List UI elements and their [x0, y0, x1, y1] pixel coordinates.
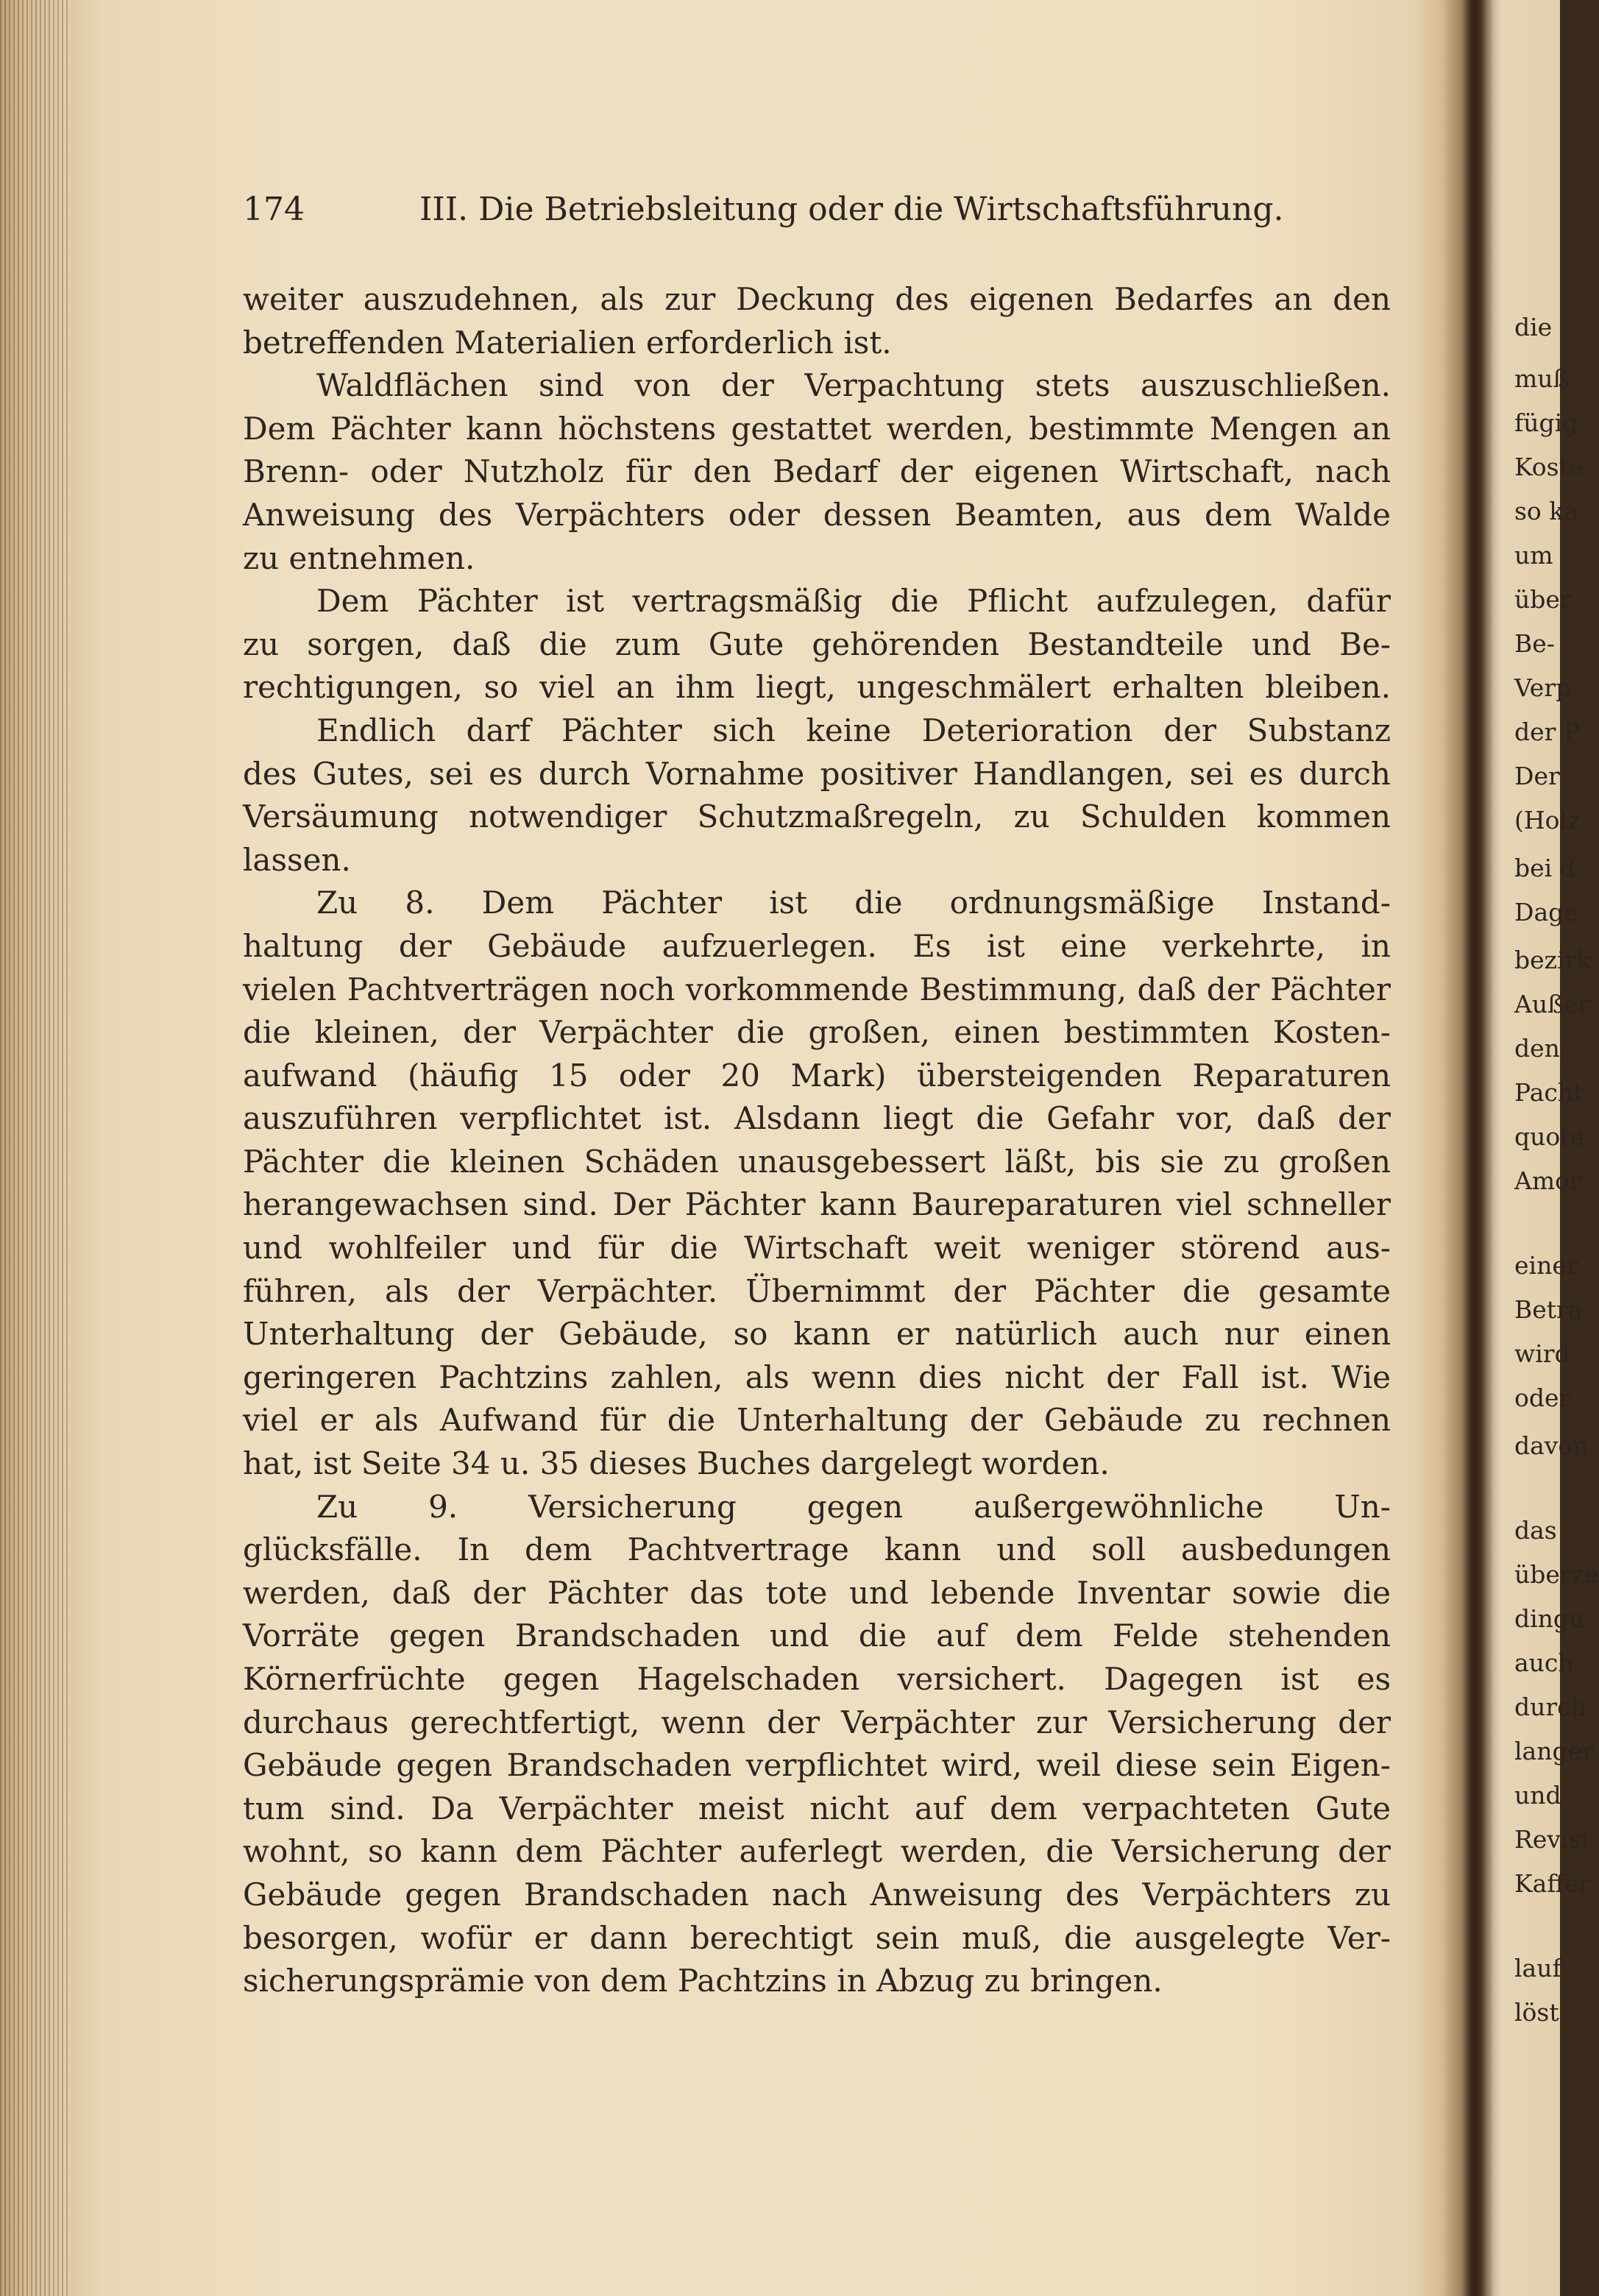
facing-word: dingu — [1514, 1604, 1585, 1633]
book-gutter — [1442, 0, 1501, 2296]
text-line: glücksfälle. In dem Pachtvertrage kann und soll ausbedungen — [243, 1531, 1391, 1568]
facing-word: Be- — [1514, 629, 1555, 658]
text-line: Waldflächen sind von der Verpachtung stets auszuschließen. — [316, 367, 1391, 404]
text-line: haltung der Gebäude aufzuerlegen. Es ist eine verkehrte, in — [243, 927, 1391, 964]
text-line: viel er als Aufwand für die Unterhaltung der Gebäude zu rechnen — [243, 1402, 1391, 1439]
facing-word: überze — [1514, 1560, 1599, 1589]
text-line: hat, ist Seite 34 u. 35 dieses Buches dargelegt worden. — [243, 1445, 1110, 1482]
facing-word: das — [1514, 1516, 1557, 1545]
text-line: zu sorgen, daß die zum Gute gehörenden Bestandteile und Be- — [243, 626, 1391, 662]
facing-word: bei d — [1514, 854, 1575, 882]
facing-word: fügig — [1514, 408, 1578, 437]
facing-word: Amor — [1514, 1166, 1581, 1195]
text-line: rechtigungen, so viel an ihm liegt, ungeschmälert erhalten bleiben. — [243, 669, 1391, 706]
facing-word: über — [1514, 585, 1572, 614]
facing-word: quote — [1514, 1122, 1585, 1151]
facing-word: Dage — [1514, 898, 1578, 926]
facing-word: den — [1514, 1034, 1560, 1063]
text-line: Anweisung des Verpächters oder dessen Beamten, aus dem Walde — [243, 496, 1391, 533]
text-line: Versäumung notwendiger Schutzmaßregeln, zu Schulden kommen — [243, 798, 1391, 835]
running-title: III. Die Betriebsleitung oder die Wirtschaftsführung. — [419, 191, 1284, 228]
text-line: Körnerfrüchte gegen Hagelschaden versichert. Dagegen ist es — [243, 1661, 1391, 1697]
text-line: werden, daß der Pächter das tote und lebende Inventar sowie die — [243, 1574, 1391, 1611]
text-line: Pächter die kleinen Schäden unausgebessert läßt, bis sie zu großen — [243, 1143, 1391, 1180]
facing-word: auch — [1514, 1648, 1574, 1677]
facing-word: muß — [1514, 364, 1570, 393]
text-line: lassen. — [243, 841, 351, 878]
facing-word: Außer — [1514, 990, 1590, 1018]
text-line: zu entnehmen. — [243, 539, 475, 576]
text-line: Zu 9. Versicherung gegen außergewöhnliche Un- — [316, 1488, 1391, 1525]
facing-word: langer — [1514, 1737, 1594, 1765]
text-line: betreffenden Materialien erforderlich ist. — [243, 324, 892, 361]
text-line: Dem Pächter ist vertragsmäßig die Pflicht aufzulegen, dafür — [316, 583, 1391, 620]
facing-word: durch — [1514, 1693, 1586, 1721]
text-line: Zu 8. Dem Pächter ist die ordnungsmäßige Instand- — [316, 885, 1391, 921]
text-line: Vorräte gegen Brandschaden und die auf dem Felde stehenden — [243, 1618, 1391, 1654]
facing-word: der P — [1514, 718, 1581, 746]
text-line: geringeren Pachtzins zahlen, als wenn dies nicht der Fall ist. Wie — [243, 1358, 1391, 1395]
facing-word: Verp — [1514, 673, 1572, 702]
text-line: Gebäude gegen Brandschaden nach Anweisung des Verpächters zu — [243, 1876, 1391, 1913]
text-line: besorgen, wofür er dann berechtigt sein muß, die ausgelegte Ver- — [243, 1919, 1391, 1956]
text-line: tum sind. Da Verpächter meist nicht auf dem verpachteten Gute — [243, 1790, 1391, 1826]
facing-word: lauf — [1514, 1954, 1561, 1983]
text-line: führen, als der Verpächter. Übernimmt der Pächter die gesamte — [243, 1272, 1391, 1309]
page-number: 174 — [243, 191, 305, 228]
facing-word: so ka — [1514, 497, 1578, 525]
text-line: vielen Pachtverträgen noch vorkommende Bestimmung, daß der Pächter — [243, 971, 1391, 1007]
text-line: durchaus gerechtfertigt, wenn der Verpächter zur Versicherung der — [243, 1704, 1391, 1740]
text-line: weiter auszudehnen, als zur Deckung des eigenen Bedarfes an den — [243, 281, 1391, 317]
text-line: auszuführen verpflichtet ist. Alsdann liegt die Gefahr vor, daß der — [243, 1100, 1391, 1137]
running-head — [243, 184, 1391, 235]
facing-word: Koste — [1514, 453, 1584, 481]
facing-word: um — [1514, 541, 1553, 570]
page-stack-edge — [0, 0, 70, 2296]
text-line: Dem Pächter kann höchstens gestattet werden, bestimmte Mengen an — [243, 410, 1391, 447]
text-line: die kleinen, der Verpächter die großen, einen bestimmten Kosten- — [243, 1014, 1391, 1051]
facing-word: (Holz — [1514, 806, 1581, 835]
left-page — [243, 184, 1391, 2097]
facing-word: Kaffer — [1514, 1869, 1591, 1898]
facing-word: Pacht — [1514, 1078, 1584, 1107]
facing-word: Revisi — [1514, 1825, 1589, 1854]
body-text — [243, 278, 1391, 2003]
facing-word: Betra — [1514, 1295, 1583, 1324]
text-line: Brenn- oder Nutzholz für den Bedarf der eigenen Wirtschaft, nach — [243, 453, 1391, 490]
text-line: herangewachsen sind. Der Pächter kann Baureparaturen viel schneller — [243, 1186, 1391, 1223]
text-line: Unterhaltung der Gebäude, so kann er natürlich auch nur einen — [243, 1316, 1391, 1353]
facing-word: wird — [1514, 1339, 1570, 1368]
facing-page-fragment — [1514, 0, 1599, 2296]
facing-word: davon — [1514, 1431, 1589, 1460]
facing-word: oder — [1514, 1383, 1571, 1412]
text-line: des Gutes, sei es durch Vornahme positiver Handlangen, sei es durch — [243, 755, 1391, 792]
text-line: aufwand (häufig 15 oder 20 Mark) übersteigenden Reparaturen — [243, 1057, 1391, 1094]
text-line: wohnt, so kann dem Pächter auferlegt werden, die Versicherung der — [243, 1833, 1391, 1870]
text-line: sicherungsprämie von dem Pachtzins in Abzug zu bringen. — [243, 1963, 1163, 1999]
facing-word: Der — [1514, 762, 1560, 790]
facing-word: einer — [1514, 1251, 1578, 1280]
text-line: Endlich darf Pächter sich keine Deterioration der Substanz — [316, 712, 1391, 748]
facing-word: bezirk — [1514, 946, 1592, 974]
text-line: Gebäude gegen Brandschaden verpflichtet wird, weil diese sein Eigen- — [243, 1747, 1391, 1784]
text-line: und wohlfeiler und für die Wirtschaft weit weniger störend aus- — [243, 1230, 1391, 1266]
facing-word: und — [1514, 1781, 1561, 1810]
facing-word: löst — [1514, 1998, 1559, 2027]
facing-word: die — [1514, 313, 1553, 341]
